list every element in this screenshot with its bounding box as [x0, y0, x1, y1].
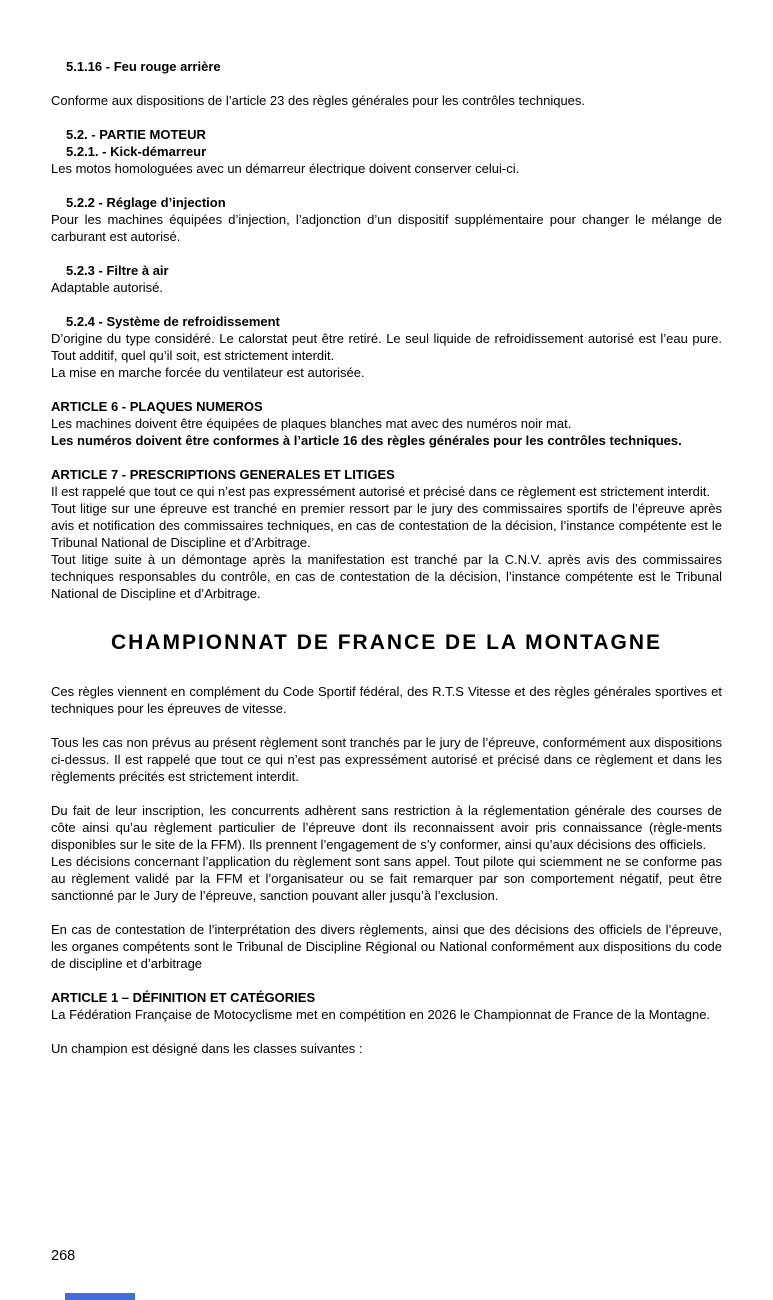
paragraph: Les machines doivent être équipées de plaques blanches mat avec des numéros noir mat.	[51, 416, 572, 431]
section-heading: 5.2.2 - Réglage d’injection	[66, 195, 226, 210]
paragraph: Adaptable autorisé.	[51, 280, 164, 295]
paragraph-bold: Les numéros doivent être conformes à l’article 16 des règles générales pour les contrôles techniques.	[51, 433, 682, 448]
article-6	[51, 398, 722, 449]
paragraph: La mise en marche forcée du ventilateur est autorisée.	[51, 365, 365, 380]
article-heading: ARTICLE 1 – DÉFINITION ET CATÉGORIES	[51, 990, 316, 1005]
spacer	[51, 75, 722, 92]
spacer	[51, 1023, 722, 1040]
paragraph: Tous les cas non prévus au présent règlement sont tranchés par le jury de l’épreuve, conformément aux dispositions ci-dessus. Il est rappelé que tout ce qui n’est pas expressément autorisé et précisé dans ce règlement et dans les règlements précités est strictement interdit.	[51, 735, 722, 784]
paragraph: Ces règles viennent en complément du Code Sportif fédéral, des R.T.S Vitesse et des règles générales sportives et techniques pour les épreuves de vitesse.	[51, 684, 722, 716]
paragraph: La Fédération Française de Motocyclisme met en compétition en 2026 le Championnat de France de la Montagne.	[51, 1007, 711, 1022]
championnat-contestation	[51, 921, 722, 972]
section-heading: 5.2.4 - Système de refroidissement	[66, 314, 280, 329]
section-heading: 5.2.1. - Kick-démarreur	[66, 144, 207, 159]
article-heading: ARTICLE 7 - PRESCRIPTIONS GENERALES ET LITIGES	[51, 467, 395, 482]
section-5-2-2	[51, 194, 722, 245]
paragraph: Les motos homologuées avec un démarreur électrique doivent conserver celui-ci.	[51, 161, 520, 176]
paragraph: Conforme aux dispositions de l’article 23 des règles générales pour les contrôles techniques.	[51, 93, 586, 108]
paragraph: En cas de contestation de l’interprétation des divers règlements, ainsi que des décisions des officiels de l’épreuve, les organes compétents sont le Tribunal de Discipline Régional ou National conformément aux dispositions du code de discipline et d’arbitrage	[51, 922, 722, 971]
section-5-2-3	[51, 262, 722, 296]
page-number: 268	[51, 1248, 76, 1264]
page-title: CHAMPIONNAT DE FRANCE DE LA MONTAGNE	[110, 631, 663, 654]
paragraph: Un champion est désigné dans les classes suivantes :	[51, 1041, 363, 1056]
paragraph: Du fait de leur inscription, les concurrents adhèrent sans restriction à la réglementation générale des courses de côte ainsi qu’au règlement particulier de l’épreuve dont ils reconnaissent avoir pris connaissance (règle-ments disponibles sur le site de la FFM). Ils prennent l’engagement de s’y conformer, ainsi qu’aux décisions des officiels.	[51, 803, 722, 852]
paragraph: Tout litige sur une épreuve est tranché en premier ressort par le jury des commissaires sportifs de l’épreuve après avis et notification des commissaires techniques, en cas de contestation de la décision, l’instance compétente est le Tribunal National de Discipline et d’Arbitrage.	[51, 501, 722, 550]
section-5-2	[51, 126, 722, 177]
article-7	[51, 466, 722, 602]
championnat-inscription	[51, 802, 722, 904]
paragraph: Il est rappelé que tout ce qui n’est pas expressément autorisé et précisé dans ce règlement est strictement interdit.	[51, 484, 711, 499]
section-heading: 5.2.3 - Filtre à air	[66, 263, 169, 278]
article-1	[51, 989, 722, 1057]
championnat-intro	[51, 683, 722, 717]
section-5-1-16	[51, 58, 722, 109]
paragraph: Tout litige suite à un démontage après la manifestation est tranché par la C.N.V. après avis des commissaires techniques responsables du contrôle, en cas de contestation de la décision, l’instance compétente est le Tribunal National de Discipline et d’Arbitrage.	[51, 552, 722, 601]
paragraph: Pour les machines équipées d’injection, l’adjonction d’un dispositif supplémentaire pour changer le mélange de carburant est autorisé.	[51, 212, 722, 244]
championnat-cas-non-prevus	[51, 734, 722, 785]
section-heading: 5.2. - PARTIE MOTEUR	[66, 127, 206, 142]
paragraph: Les décisions concernant l’application du règlement sont sans appel. Tout pilote qui sciemment ne se conforme pas au règlement validé par la FFM et l’organisateur ou se fait remarquer par son comportement négatif, peut être sanctionné par le Jury de l’épreuve, sanction pouvant aller jusqu’à l’exclusion.	[51, 854, 722, 903]
bottom-blue-bar	[65, 1293, 135, 1300]
section-5-2-4	[51, 313, 722, 381]
paragraph: D’origine du type considéré. Le calorstat peut être retiré. Le seul liquide de refroidissement autorisé est l’eau pure. Tout additif, quel qu’il soit, est strictement interdit.	[51, 331, 722, 363]
article-heading: ARTICLE 6 - PLAQUES NUMEROS	[51, 399, 263, 414]
section-heading: 5.1.16 - Feu rouge arrière	[66, 59, 221, 74]
